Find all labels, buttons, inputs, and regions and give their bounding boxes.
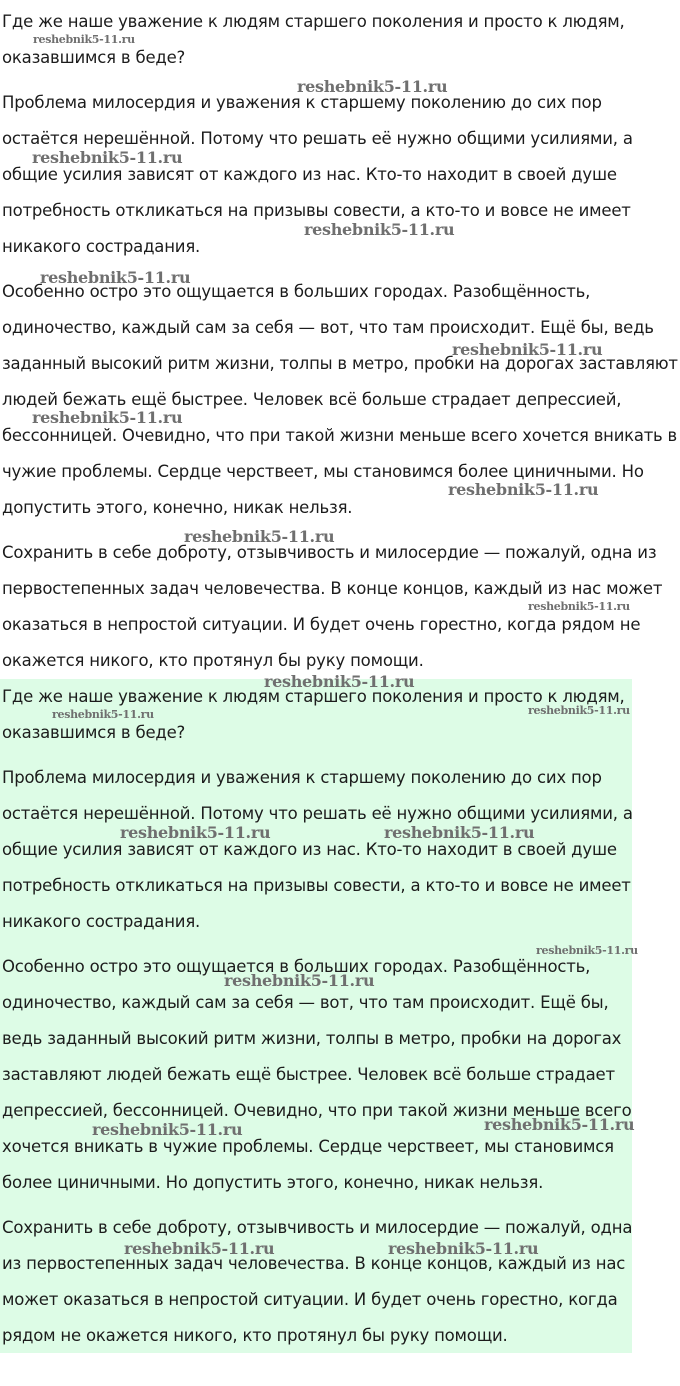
text-line: чужие проблемы. Сердце черствеет, мы становимся более циничными. Но [2, 462, 644, 481]
watermark: reshebnik5-11.ru [297, 77, 448, 96]
text-line: может оказаться в непростой ситуации. И будет очень горестно, когда [2, 1290, 618, 1309]
text-line: из первостепенных задач человечества. В конце концов, каждый из нас [2, 1254, 626, 1273]
watermark: reshebnik5-11.ru [40, 268, 191, 287]
text-line: одиночество, каждый сам за себя — вот, что там происходит. Ещё бы, ведь [2, 318, 654, 337]
text-line: одиночество, каждый сам за себя — вот, что там происходит. Ещё бы, [2, 993, 609, 1012]
text-line: общие усилия зависят от каждого из нас. Кто-то находит в своей душе [2, 165, 617, 184]
text-line: оказавшимся в беде? [2, 48, 186, 67]
text-line: никакого сострадания. [2, 237, 201, 256]
watermark: reshebnik5-11.ru [536, 944, 638, 957]
text-line: общие усилия зависят от каждого из нас. Кто-то находит в своей душе [2, 840, 617, 859]
text-line: людей бежать ещё быстрее. Человек всё больше страдает депрессией, [2, 390, 622, 409]
text-line: Особенно остро это ощущается в больших городах. Разобщённость, [2, 957, 591, 976]
watermark: reshebnik5-11.ru [52, 708, 154, 721]
text-line: заданный высокий ритм жизни, толпы в метро, пробки на дорогах заставляют [2, 354, 678, 373]
text-line: остаётся нерешённой. Потому что решать её нужно общими усилиями, а [2, 804, 633, 823]
watermark: reshebnik5-11.ru [184, 527, 335, 546]
text-line: остаётся нерешённой. Потому что решать её нужно общими усилиями, а [2, 129, 633, 148]
text-line: более циничными. Но допустить этого, конечно, никак нельзя. [2, 1173, 544, 1192]
text-line: потребность откликаться на призывы совести, а кто-то и вовсе не имеет [2, 876, 631, 895]
text-line: ведь заданный высокий ритм жизни, толпы в метро, пробки на дорогах [2, 1029, 622, 1048]
text-line: первостепенных задач человечества. В конце концов, каждый из нас может [2, 579, 663, 598]
text-line: хочется вникать в чужие проблемы. Сердце черствеет, мы становимся [2, 1137, 614, 1156]
text-line: Где же наше уважение к людям старшего поколения и просто к людям, [2, 12, 625, 31]
text-line: оказаться в непростой ситуации. И будет очень горестно, когда рядом не [2, 615, 641, 634]
text-line: никакого сострадания. [2, 912, 201, 931]
watermark: reshebnik5-11.ru [448, 480, 599, 499]
text-line: допустить этого, конечно, никак нельзя. [2, 498, 353, 517]
watermark: reshebnik5-11.ru [528, 600, 630, 613]
text-line: бессонницей. Очевидно, что при такой жизни меньше всего хочется вникать в [2, 426, 677, 445]
watermark: reshebnik5-11.ru [32, 148, 183, 167]
watermark: reshebnik5-11.ru [92, 1120, 243, 1139]
watermark: reshebnik5-11.ru [484, 1115, 635, 1134]
text-line: оказавшимся в беде? [2, 723, 186, 742]
text-line: Проблема милосердия и уважения к старшему поколению до сих пор [2, 768, 602, 787]
text-line: Проблема милосердия и уважения к старшему поколению до сих пор [2, 93, 602, 112]
watermark: reshebnik5-11.ru [33, 33, 135, 46]
watermark: reshebnik5-11.ru [224, 971, 375, 990]
watermark: reshebnik5-11.ru [32, 408, 183, 427]
watermark: reshebnik5-11.ru [264, 672, 415, 691]
watermark: reshebnik5-11.ru [304, 220, 455, 239]
text-line: депрессией, бессонницей. Очевидно, что при такой жизни меньше всего [2, 1101, 632, 1120]
watermark: reshebnik5-11.ru [528, 704, 630, 717]
text-line: Где же наше уважение к людям старшего поколения и просто к людям, [2, 687, 625, 706]
text-line: рядом не окажется никого, кто протянул бы руку помощи. [2, 1326, 508, 1345]
text-line: Сохранить в себе доброту, отзывчивость и милосердие — пожалуй, одна из [2, 543, 657, 562]
watermark: reshebnik5-11.ru [388, 1239, 539, 1258]
watermark: reshebnik5-11.ru [120, 823, 271, 842]
text-line: Сохранить в себе доброту, отзывчивость и милосердие — пожалуй, одна [2, 1218, 633, 1237]
text-line: потребность откликаться на призывы совести, а кто-то и вовсе не имеет [2, 201, 631, 220]
text-line: Особенно остро это ощущается в больших городах. Разобщённость, [2, 282, 591, 301]
text-line: заставляют людей бежать ещё быстрее. Человек всё больше страдает [2, 1065, 615, 1084]
watermark: reshebnik5-11.ru [452, 340, 603, 359]
watermark: reshebnik5-11.ru [384, 823, 535, 842]
watermark: reshebnik5-11.ru [124, 1239, 275, 1258]
text-line: окажется никого, кто протянул бы руку помощи. [2, 651, 424, 670]
